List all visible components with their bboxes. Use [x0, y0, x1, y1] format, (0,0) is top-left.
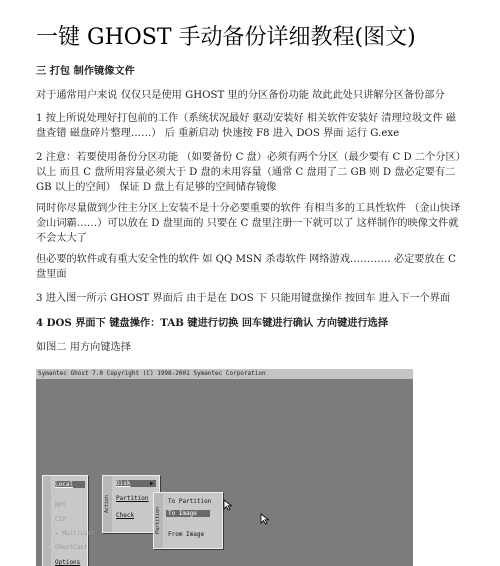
partition-label: Partition: [154, 493, 163, 548]
mouse-pointer-icon: [223, 499, 233, 511]
paragraph-step-4: 4 DOS 界面下 键盘操作：TAB 键进行切换 回车键进行确认 方向键进行选择: [36, 317, 389, 329]
ghost-partition-menu: [153, 492, 223, 549]
menu-item-disk[interactable]: Disk: [116, 480, 156, 487]
ghost-desktop: [36, 379, 413, 566]
paragraph-software-tip: 同时你尽量做到少往主分区上安装不是十分必要重要的软件 有相当多的工具性软件 （金山快译 金山词霸……）可以放在 D 盘里面的 只要在 C 盘里注册一下就可以了 这样制作的映像文件就不会太大了: [36, 203, 461, 244]
ghost-action-menu: [102, 475, 160, 533]
mouse-pointer-icon: [260, 513, 270, 525]
menu-item-options[interactable]: Options: [55, 559, 81, 566]
section-heading: 三 打包 制作镜像文件: [36, 65, 135, 77]
menu-item-multicast: ▸ Multicast: [55, 530, 95, 537]
page-title: 一键 GHOST 手动备份详细教程(图文): [36, 25, 416, 50]
action-label: Action: [103, 476, 112, 532]
menu-item-from-image[interactable]: From Image: [168, 531, 205, 538]
paragraph-step-1: 1 按上所说处理好打包前的工作（系统状况最好 驱动安装好 相关软件安装好 清理垃圾文件 磁盘查错 磁盘碎片整理……） 后 重新启动 快速按 F8 进入 DOS 界面 运行 G.exe: [36, 113, 456, 139]
paragraph-intro: 对于通常用户来说 仅仅只是使用 GHOST 里的分区备份功能 故此此处只讲解分区备份部分: [36, 90, 445, 101]
menu-item-to-image[interactable]: To Image: [166, 510, 210, 517]
ghost-main-menu: [42, 475, 95, 566]
menu-item-to-partition[interactable]: To Partition: [168, 498, 212, 505]
menu-item-local[interactable]: Local: [55, 481, 85, 488]
figure-caption: 如图二 用方向键选择: [36, 342, 131, 353]
menu-item-partition[interactable]: Partition: [116, 495, 149, 502]
menu-item-ghostcast: GhostCast: [55, 544, 88, 551]
ghost-screenshot: [36, 369, 413, 566]
paragraph-step-2: 2 注意：若要使用备份分区功能 （如要备份 C 盘）必须有两个分区（最少要有 C D 二个分区）以上 而且 C 盘所用容量必须大于 D 盘的未用容量（通常 C 盘用了二 GB 则 D 盘必定要有二 GB 以上的空间） 保证 D 盘上有足够的空间储存镜像: [36, 152, 466, 193]
paragraph-required-software: 但必要的软件或有重大安全性的软件 如 QQ MSN 杀毒软件 网络游戏………… 必定要放在 C 盘里面: [36, 254, 456, 280]
submenu-arrow-icon: ▶: [150, 480, 154, 487]
menu-item-npt: NPT: [55, 502, 66, 509]
paragraph-step-3: 3 进入图一所示 GHOST 界面后 由于是在 DOS 下 只能用键盘操作 按回车 进入下一个界面: [36, 293, 451, 304]
ghost-main-menu-strip: [43, 476, 51, 566]
menu-item-cip: CIP: [55, 516, 66, 523]
ghost-titlebar: Symantec Ghost 7.0 Copyright (C) 1998-2001 Symantec Corporation: [36, 369, 413, 379]
menu-item-check[interactable]: Check: [116, 512, 135, 519]
